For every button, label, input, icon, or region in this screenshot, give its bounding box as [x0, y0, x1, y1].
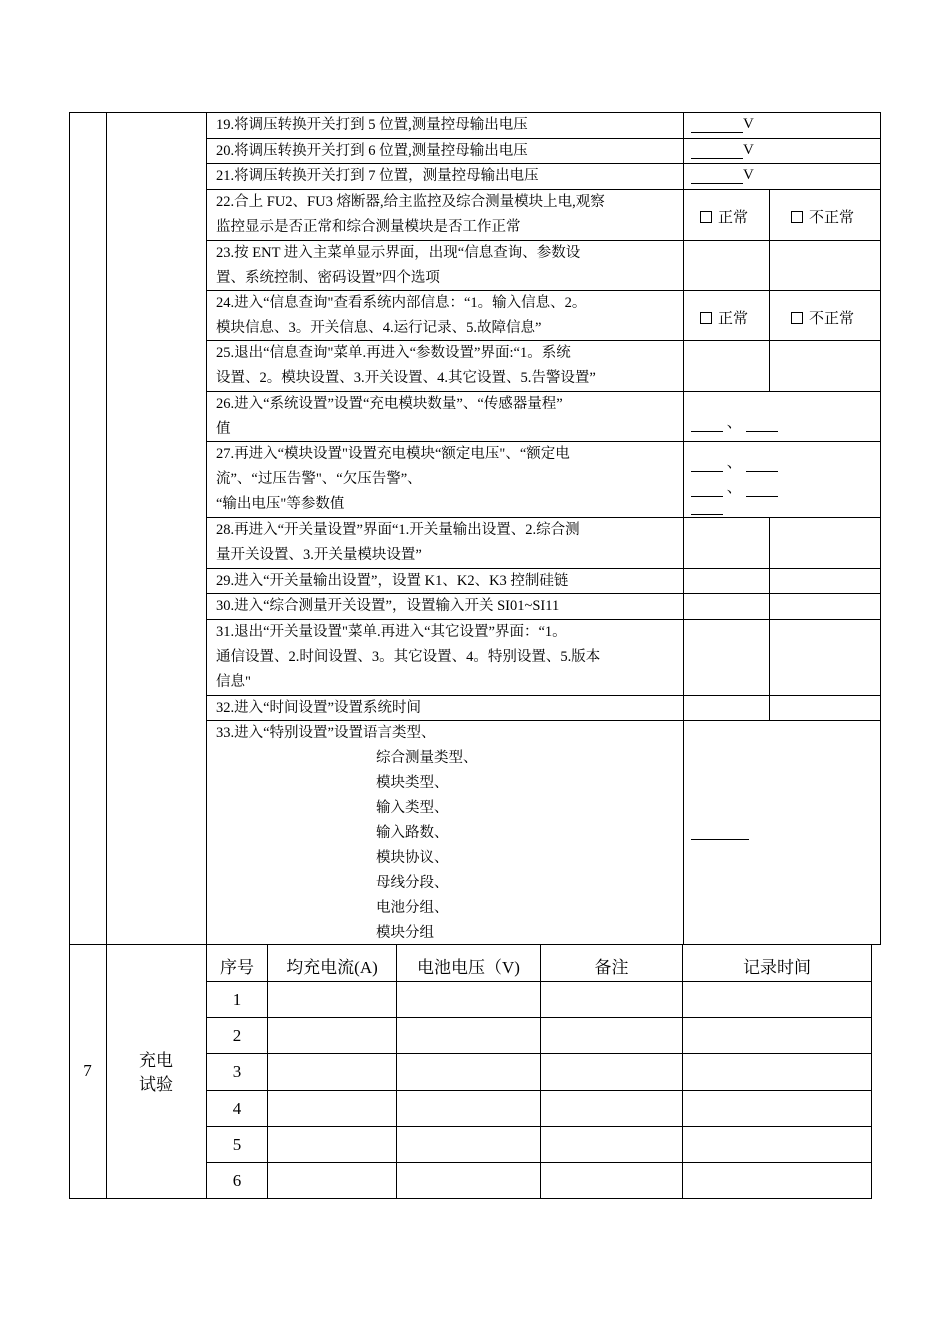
- voltage-answer-20[interactable]: V: [691, 142, 754, 159]
- row-number: 1: [232, 990, 242, 1009]
- section7-number: 7: [83, 1061, 92, 1080]
- step-19: 19.将调压转换开关打到 5 位置,测量控母输出电压: [216, 117, 528, 133]
- col-header-time: 记录时间: [743, 958, 811, 977]
- checkbox-normal-24[interactable]: 正常: [700, 307, 748, 328]
- section7-name: 充电 试验: [139, 1051, 173, 1094]
- checkbox-normal-22[interactable]: 正常: [700, 206, 748, 227]
- answer-33[interactable]: [691, 839, 749, 840]
- col-header-current: 均充电流(A): [286, 958, 378, 977]
- checkbox-abnormal-22[interactable]: 不正常: [791, 206, 854, 227]
- step-21: 21.将调压转换开关打到 7 位置，测量控母输出电压: [216, 168, 539, 184]
- row-number: 6: [232, 1171, 242, 1190]
- col-header-remark: 备注: [594, 958, 629, 977]
- col-header-voltage: 电池电压（V): [417, 958, 520, 977]
- step-24: 24.进入“信息查询"查看系统内部信息：“1。输入信息、2。 模块信息、3。开关信息、4.运行记录、5.故障信息”: [216, 295, 587, 336]
- row-number: 2: [232, 1026, 242, 1045]
- answer-27-line1[interactable]: 、: [691, 451, 778, 472]
- step-23: 23.按 ENT 进入主菜单显示界面，出现“信息查询、参数设 置、系统控制、密码设置”四个选项: [216, 245, 581, 286]
- step-33: 33.进入“特别设置”设置语言类型、 综合测量类型、 模块类型、 输入类型、 输入路数、 模块协议、 母线分段、 电池分组、 模块分组: [216, 725, 478, 941]
- checkbox-icon: [700, 211, 712, 223]
- step-30: 30.进入“综合测量开关设置”，设置输入开关 SI01~SI11: [216, 598, 560, 614]
- checkbox-abnormal-24[interactable]: 不正常: [791, 307, 854, 328]
- col-header-seq: 序号: [220, 958, 254, 977]
- step-20: 20.将调压转换开关打到 6 位置,测量控母输出电压: [216, 143, 528, 159]
- step-27: 27.再进入“模块设置"设置充电模块“额定电压"、“额定电 流”、“过压告警"、“欠压告警”、 “输出电压"等参数值: [216, 446, 570, 512]
- row-number: 3: [232, 1062, 242, 1081]
- checkbox-icon: [700, 312, 712, 324]
- row-number: 5: [232, 1135, 242, 1154]
- answer-27-line3[interactable]: [691, 498, 723, 515]
- checkbox-icon: [791, 211, 803, 223]
- checkbox-icon: [791, 312, 803, 324]
- voltage-answer-19[interactable]: V: [691, 116, 754, 133]
- step-29: 29.进入“开关量输出设置”，设置 K1、K2、K3 控制硅链: [216, 573, 569, 589]
- step-26: 26.进入“系统设置”设置“充电模块数量”、“传感器量程” 值: [216, 396, 563, 437]
- voltage-answer-21[interactable]: V: [691, 167, 754, 184]
- answer-27-line2[interactable]: 、: [691, 476, 778, 497]
- step-25: 25.退出“信息查询"菜单.再进入“参数设置”界面:“1。系统 设置、2。模块设置、3.开关设置、4.其它设置、5.告警设置”: [216, 345, 596, 386]
- step-22: 22.合上 FU2、FU3 熔断器,给主监控及综合测量模块上电,观察 监控显示是否正常和综合测量模块是否工作正常: [216, 194, 605, 235]
- step-28: 28.再进入“开关量设置”界面“1.开关量输出设置、2.综合测 量开关设置、3.开关量模块设置”: [216, 522, 580, 563]
- step-31: 31.退出“开关量设置"菜单.再进入“其它设置”界面：“1。 通信设置、2.时间设置、3。其它设置、4。特别设置、5.版本 信息": [216, 624, 601, 690]
- answer-26[interactable]: 、: [691, 411, 778, 432]
- step-32: 32.进入“时间设置”设置系统时间: [216, 700, 421, 716]
- row-number: 4: [232, 1099, 242, 1118]
